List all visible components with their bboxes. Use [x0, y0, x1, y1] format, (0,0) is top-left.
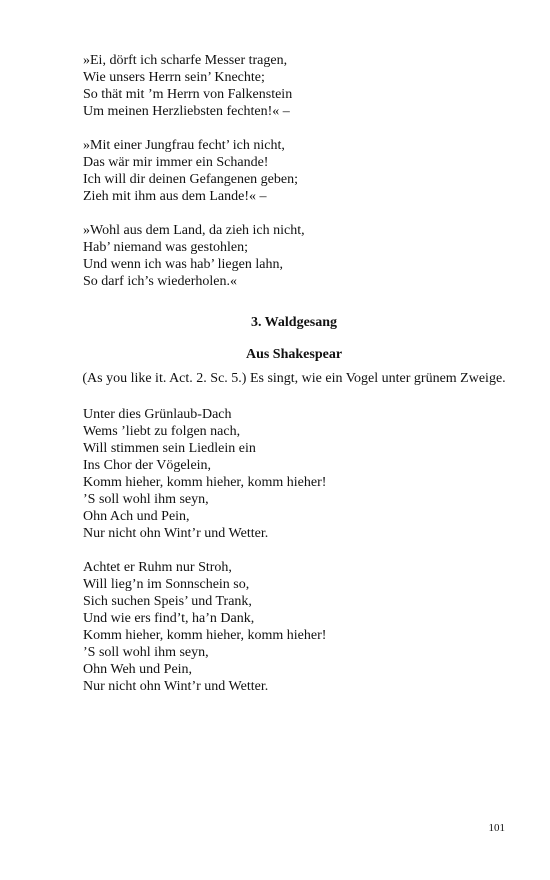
verse-line: Komm hieher, komm hieher, komm hieher! [83, 628, 327, 643]
verse-line: So thät mit ’m Herrn von Falkenstein [83, 87, 293, 102]
bottom-stanzas [83, 406, 505, 695]
verse-line: Nur nicht ohn Wint’r und Wetter. [83, 679, 269, 694]
verse-line: So darf ich’s wiederholen.« [83, 274, 237, 289]
stanza [83, 222, 505, 290]
verse-line: Ohn Weh und Pein, [83, 662, 193, 677]
verse-line: Wie unsers Herrn sein’ Knechte; [83, 70, 265, 85]
verse-line: »Mit einer Jungfrau fecht’ ich nicht, [83, 138, 285, 153]
verse-line: »Wohl aus dem Land, da zieh ich nicht, [83, 223, 305, 238]
verse-line: Komm hieher, komm hieher, komm hieher! [83, 475, 327, 490]
page-number: 101 [488, 822, 505, 834]
verse-line: Um meinen Herzliebsten fechten!« – [83, 104, 290, 119]
stanza [83, 406, 505, 542]
verse-line: Wems ’liebt zu folgen nach, [83, 424, 241, 439]
verse-line: Will lieg’n im Sonnschein so, [83, 577, 250, 592]
section-title: 3. Waldgesang [250, 315, 338, 330]
verse-line: Ins Chor der Vögelein, [83, 458, 212, 473]
verse-line: »Ei, dörft ich scharfe Messer tragen, [83, 53, 288, 68]
verse-line: Und wenn ich was hab’ liegen lahn, [83, 257, 283, 272]
stanza [83, 137, 505, 205]
verse-line: Das wär mir immer ein Schande! [83, 155, 269, 170]
verse-line: Achtet er Ruhm nur Stroh, [83, 560, 232, 575]
stanza [83, 52, 505, 120]
verse-line: ’S soll wohl ihm seyn, [83, 645, 209, 660]
verse-line: Ich will dir deinen Gefangenen geben; [83, 172, 298, 187]
verse-line: Unter dies Grünlaub-Dach [83, 407, 232, 422]
verse-line: ’S soll wohl ihm seyn, [83, 492, 209, 507]
verse-line: Und wie ers find’t, ha’n Dank, [83, 611, 255, 626]
page-content [83, 52, 505, 712]
verse-line: Nur nicht ohn Wint’r und Wetter. [83, 526, 269, 541]
verse-line: Will stimmen sein Liedlein ein [83, 441, 256, 456]
verse-line: Ohn Ach und Pein, [83, 509, 190, 524]
section-subtitle: Aus Shakespear [245, 347, 343, 362]
verse-line: Zieh mit ihm aus dem Lande!« – [83, 189, 267, 204]
section-note: (As you like it. Act. 2. Sc. 5.) Es singt, wie ein Vogel unter grünem Zweige. [82, 371, 506, 386]
stanza [83, 559, 505, 695]
verse-line: Sich suchen Speis’ und Trank, [83, 594, 252, 609]
top-stanzas [83, 52, 505, 290]
verse-line: Hab’ niemand was gestohlen; [83, 240, 248, 255]
